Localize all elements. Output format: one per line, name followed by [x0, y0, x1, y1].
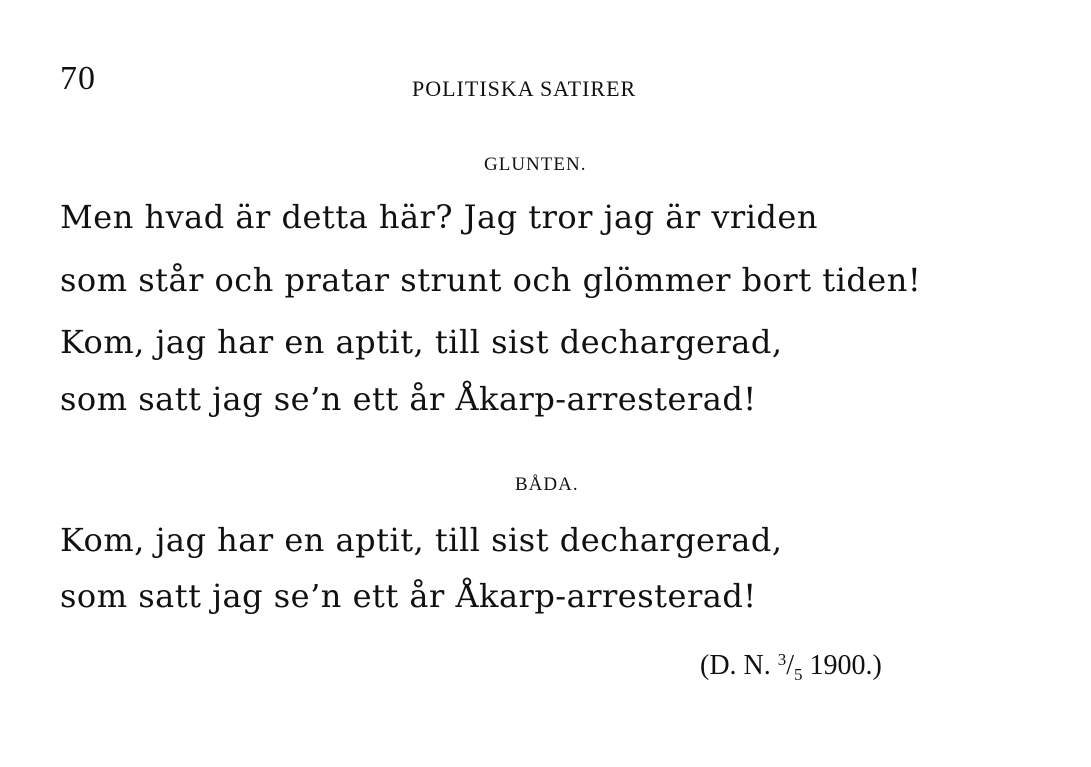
speaker-heading-glunten: GLUNTEN.: [484, 154, 587, 175]
verse-line: Kom, jag har en aptit, till sist dechargerad,: [60, 323, 783, 361]
verse-line: som satt jag se’n ett år Åkarp-arresterad!: [60, 577, 757, 615]
verse-line: Kom, jag har en aptit, till sist dechargerad,: [60, 521, 783, 559]
source-citation: [700, 651, 882, 683]
page-number: 70: [60, 60, 96, 97]
citation-month: 5: [794, 665, 803, 684]
citation-slash: /: [786, 650, 795, 681]
speaker-heading-bada: BÅDA.: [515, 474, 579, 495]
verse-line: Men hvad är detta här? Jag tror jag är vriden: [60, 198, 818, 236]
verse-line: som står och pratar strunt och glömmer bort tiden!: [60, 261, 922, 299]
citation-prefix: (D. N.: [700, 650, 771, 681]
verse-line: som satt jag se’n ett år Åkarp-arresterad!: [60, 380, 757, 418]
running-title: POLITISKA SATIRER: [412, 76, 637, 101]
citation-year: 1900.): [809, 650, 882, 681]
citation-day: 3: [777, 650, 787, 669]
